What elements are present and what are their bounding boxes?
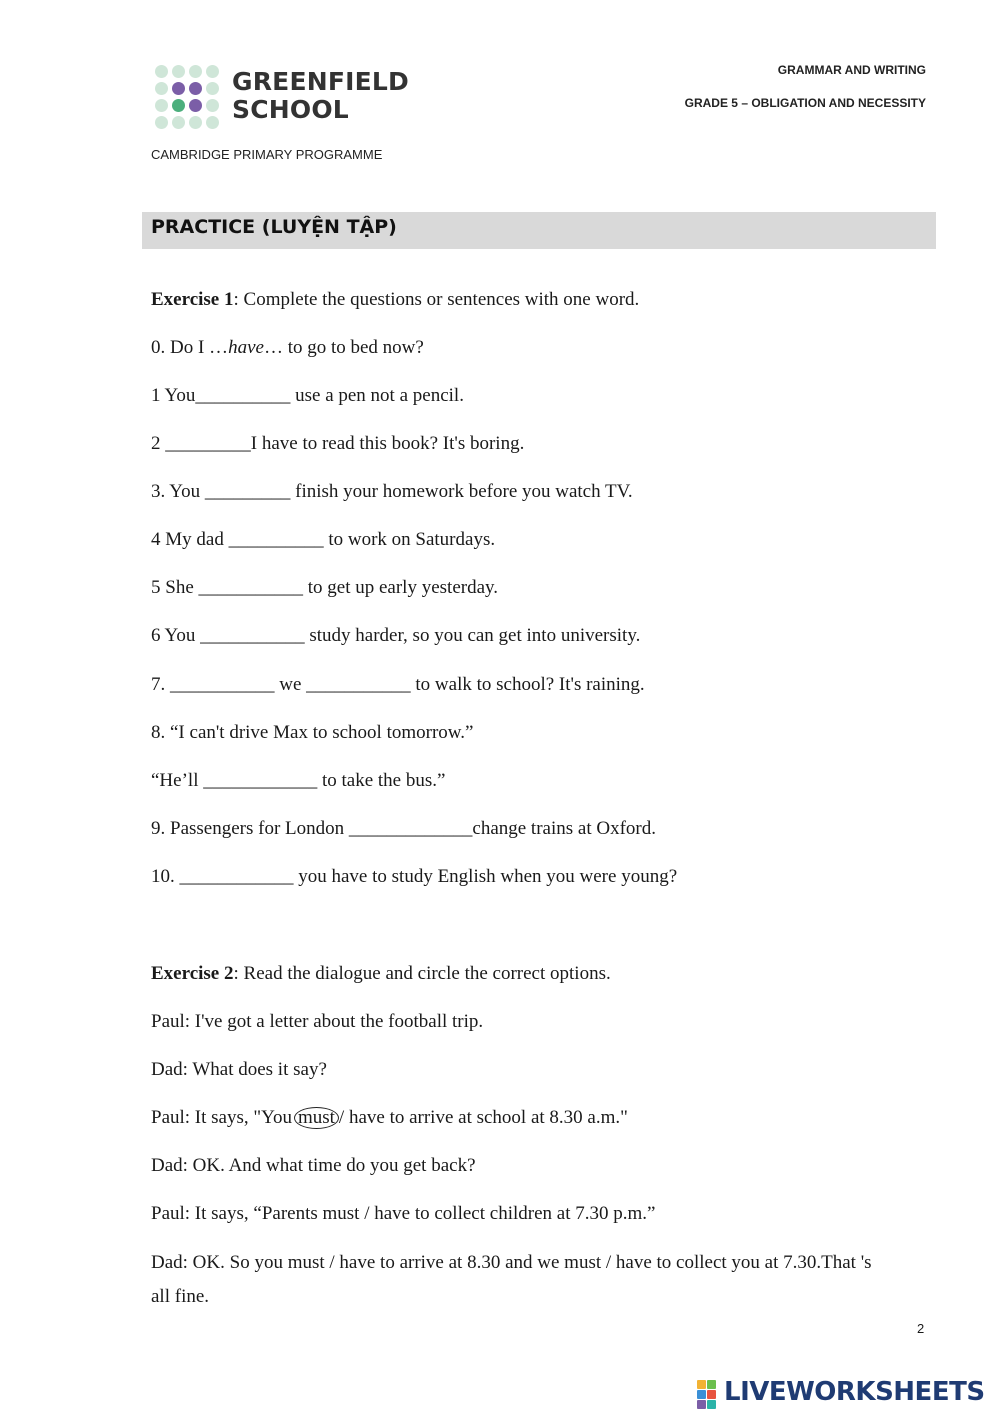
dialogue-line-6-cont: all fine. [151,1286,210,1307]
section-banner [142,212,936,249]
dialogue-line-5: Paul: It says, “Parents must / have to collect children at 7.30 p.m.” [151,1203,656,1224]
programme-label: CAMBRIDGE PRIMARY PROGRAMME [151,147,383,162]
liveworksheets-blocks-icon [697,1380,723,1408]
dialogue-line-2: Dad: What does it say? [151,1059,327,1080]
exercise2-label: Exercise 2 [151,963,234,984]
exercise1-item-10: 10. ____________ you have to study English when you were young? [151,866,678,887]
exercise1-item-1: 1 You__________ use a pen not a pencil. [151,385,464,406]
exercise2-instruction: : Read the dialogue and circle the correct options. [233,963,611,984]
dialogue-line-4: Dad: OK. And what time do you get back? [151,1155,476,1176]
school-name [232,68,409,124]
exercise1-heading [151,288,639,312]
exercise1-label: Exercise 1 [151,289,234,310]
dialogue-line-3: Paul: It says, "You must / have to arrive at school at 8.30 a.m." [151,1107,628,1128]
example-answer: have [228,337,264,358]
exercise1-instruction: : Complete the questions or sentences with one word. [233,289,640,310]
exercise1-item-8: 8. “I can't drive Max to school tomorrow.” [151,722,474,743]
school-name-line2: SCHOOL [232,95,349,124]
exercise1-item-6: 6 You ___________ study harder, so you can get into university. [151,625,641,646]
liveworksheets-wordmark: LIVEWORKSHEETS [724,1377,985,1407]
dialogue-line-6: Dad: OK. So you must / have to arrive at 8.30 and we must / have to collect you at 7.30.That 's [151,1252,872,1273]
subject-label: GRAMMAR AND WRITING [777,63,926,77]
grade-topic-label: GRADE 5 – OBLIGATION AND NECESSITY [684,96,926,110]
exercise1-item-9: 9. Passengers for London _____________change trains at Oxford. [151,818,656,839]
exercise1-item-4: 4 My dad __________ to work on Saturdays. [151,529,496,550]
exercise1-item-5: 5 She ___________ to get up early yesterday. [151,577,499,598]
exercise1-item-7: 7. ___________ we ___________ to walk to school? It's raining. [151,674,645,695]
exercise1-item-2: 2 _________I have to read this book? It's boring. [151,433,525,454]
exercise2-heading [151,962,611,986]
dialogue-line-1: Paul: I've got a letter about the football trip. [151,1011,484,1032]
exercise1-item-8-reply: “He’ll ____________ to take the bus.” [151,770,446,791]
exercise1-item-3: 3. You _________ finish your homework before you watch TV. [151,481,633,502]
section-title: PRACTICE (LUYỆN TẬP) [151,216,397,238]
exercise1-example: 0. Do I …have… to go to bed now? [151,337,424,358]
page-number: 2 [917,1321,925,1336]
circled-answer: must [294,1107,339,1129]
school-name-line1: GREENFIELD [232,67,409,96]
